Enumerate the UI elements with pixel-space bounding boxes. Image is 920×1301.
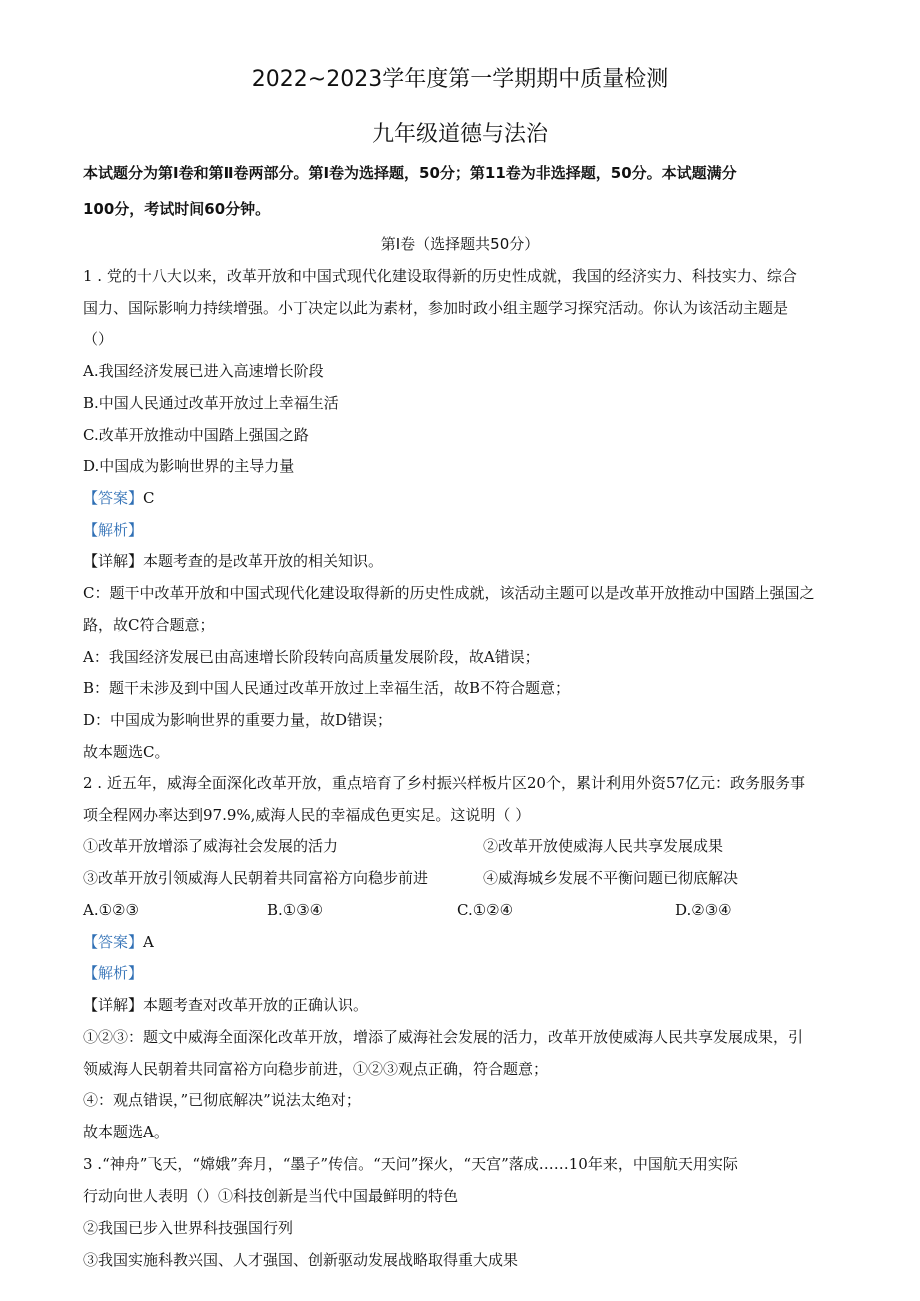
q2-items-row-2: [83, 868, 843, 888]
q1-option-c: C.改革开放推动中国踏上强国之路: [83, 426, 309, 444]
q2-stem-line-2: 项全程网办率达到97.9%,威海人民的幸福成色更实足。这说明（ ）: [83, 806, 531, 824]
q1-detail-text: 本题考查的是改革开放的相关知识。: [143, 552, 384, 570]
q1-answer-tag: 【答案】: [83, 489, 144, 507]
q2-detail-tag: 【详解】: [83, 996, 144, 1014]
q1-answer-value: C: [143, 489, 155, 507]
q2-items-row-1: [83, 836, 843, 856]
exam-title: 2022~2023学年度第一学期期中质量检测: [251, 67, 669, 92]
q2-answer: [83, 932, 154, 952]
q2-option-d: D.②③④: [675, 901, 732, 919]
q3-item-2: ②我国已步入世界科技强国行列: [83, 1219, 294, 1237]
q2-answer-value: A: [143, 933, 154, 951]
q1-stem-line-3: （）: [83, 330, 114, 348]
q3-stem-line-1: 3 .“神舟”飞天，“嫦娥”奔月，“墨子”传信。“天问”探火，“天宫”落成……10年来，中国航天用实际: [83, 1155, 738, 1173]
q2-option-c: C.①②④: [457, 901, 514, 919]
q2-item-2: ②改革开放使威海人民共享发展成果: [483, 837, 724, 855]
q1-conclusion: 故本题选C。: [83, 743, 170, 761]
q1-explanation-line-3: A：我国经济发展已由高速增长阶段转向高质量发展阶段，故A错误；: [83, 648, 540, 666]
q2-option-b: B.①③④: [267, 901, 324, 919]
q2-conclusion: 故本题选A。: [83, 1123, 169, 1141]
q2-explanation-line-1: ①②③：题文中威海全面深化改革开放，增添了威海社会发展的活力，改革开放使威海人民共享发展成果，引: [83, 1028, 804, 1046]
q2-detail-text: 本题考查对改革开放的正确认识。: [143, 996, 369, 1014]
q2-option-a: A.①②③: [83, 901, 139, 919]
q2-answer-tag: 【答案】: [83, 933, 144, 951]
q1-detail-tag: 【详解】: [83, 552, 144, 570]
intro-line-1: 本试题分为第Ⅰ卷和第Ⅱ卷两部分。第Ⅰ卷为选择题，50分；第11卷为非选择题，50分。本试题满分: [83, 164, 737, 182]
q2-item-1: ①改革开放增添了威海社会发展的活力: [83, 837, 339, 855]
q2-stem-line-1: 2 . 近五年，威海全面深化改革开放，重点培育了乡村振兴样板片区20个，累计利用外资57亿元：政务服务事: [83, 774, 806, 792]
q1-option-a: A.我国经济发展已进入高速增长阶段: [83, 362, 324, 380]
q3-item-3: ③我国实施科教兴国、人才强国、创新驱动发展战略取得重大成果: [83, 1251, 519, 1269]
q2-analysis-tag: 【解析】: [83, 964, 144, 982]
q2-explanation-line-2: 领威海人民朝着共同富裕方向稳步前进，①②③观点正确，符合题意；: [83, 1060, 549, 1078]
q1-answer: [83, 488, 155, 508]
q1-stem-line-2: 国力、国际影响力持续增强。小丁决定以此为素材，参加时政小组主题学习探究活动。你认为该活动主题是: [83, 299, 789, 317]
q1-option-b: B.中国人民通过改革开放过上幸福生活: [83, 394, 339, 412]
q1-explanation-line-1: C：题干中改革开放和中国式现代化建设取得新的历史性成就，该活动主题可以是改革开放推动中国踏上强国之: [83, 584, 815, 602]
section-heading: 第Ⅰ卷（选择题共50分）: [380, 235, 540, 253]
q1-explanation-line-2: 路，故C符合题意；: [83, 616, 215, 634]
q1-explanation-line-5: D：中国成为影响世界的重要力量，故D错误；: [83, 711, 393, 729]
q1-option-d: D.中国成为影响世界的主导力量: [83, 457, 295, 475]
q2-item-3: ③改革开放引领威海人民朝着共同富裕方向稳步前进: [83, 869, 429, 887]
exam-subject: 九年级道德与法治: [371, 122, 548, 147]
q2-detail: [83, 995, 368, 1015]
q3-stem-line-2: 行动向世人表明（）①科技创新是当代中国最鲜明的特色: [83, 1187, 459, 1205]
q1-stem-line-1: 1 . 党的十八大以来，改革开放和中国式现代化建设取得新的历史性成就，我国的经济实力、科技实力、综合: [83, 267, 797, 285]
q1-analysis-tag: 【解析】: [83, 521, 144, 539]
intro-line-2: 100分，考试时间60分钟。: [83, 200, 271, 218]
q1-explanation-line-4: B：题干未涉及到中国人民通过改革开放过上幸福生活，故B不符合题意；: [83, 679, 571, 697]
q2-item-4: ④威海城乡发展不平衡问题已彻底解决: [483, 869, 739, 887]
q2-explanation-line-3: ④：观点错误，”已彻底解决”说法太绝对；: [83, 1091, 361, 1109]
q1-detail: [83, 551, 383, 571]
